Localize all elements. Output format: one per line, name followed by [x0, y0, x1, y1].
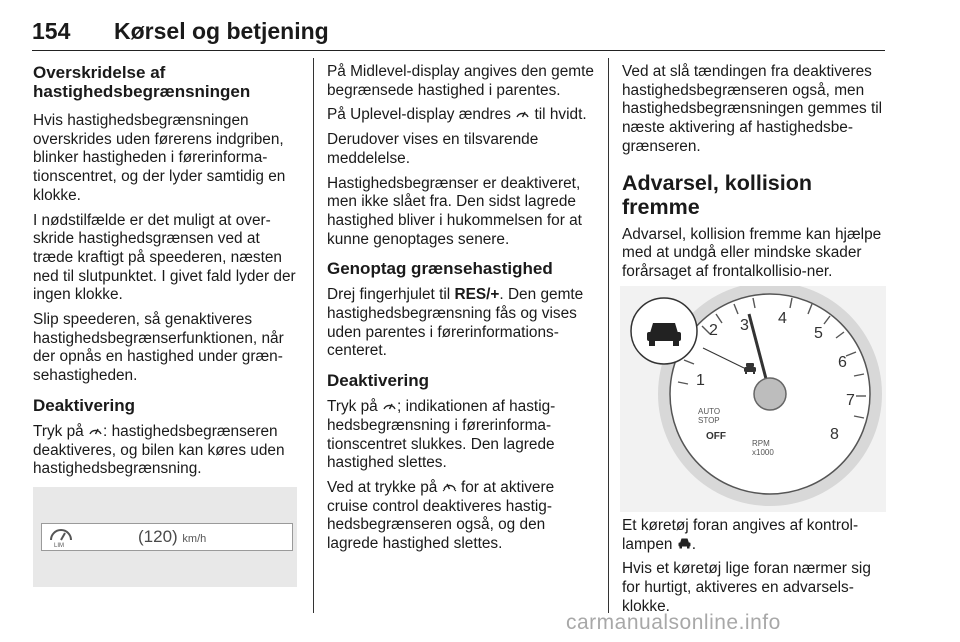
page-number: 154 [32, 18, 71, 44]
res-plus-label: RES/+ [454, 286, 500, 304]
text: Tryk på [327, 398, 378, 416]
paragraph [622, 517, 888, 554]
column-3 [622, 63, 888, 288]
paragraph [327, 479, 595, 554]
text: : hastighedsbegrænseren deaktiveres, og bilen kan køres uden hastighedsbegrænsning. [33, 422, 285, 478]
text: Tryk på [33, 422, 84, 440]
rpm-label-5: 5 [814, 325, 823, 342]
text: Ved at trykke på [327, 478, 438, 496]
text: . Den gemte hastighedsbegrænsning fås og vises uden parentes i førerinformations-centeret. [327, 286, 584, 360]
text: ; indikationen af hastig-hedsbegrænsning i førerinforma-tionscentret slukkes. Den lagrede hastighed slettes. [327, 398, 556, 472]
speed-limiter-icon [88, 424, 103, 436]
heading-line: Overskridelse af [33, 63, 166, 82]
auto-stop-off-label: OFF [706, 431, 726, 442]
paragraph: Derudover vises en tilsvarende meddelelse. [327, 131, 539, 167]
heading-line: hastighedsbegrænsningen [33, 82, 251, 101]
paragraph: I nødstilfælde er det muligt at over-skride hastighedsgrænsen ved at træde kraftigt på speederen, næsten ned til slutpunktet. I givet fald lyder der ingen klokke. [33, 211, 296, 304]
rpm-unit-label: x1000 [752, 448, 774, 457]
paragraph [327, 286, 595, 361]
rpm-label-7: 7 [846, 392, 855, 409]
rpm-label-2: 2 [709, 322, 718, 339]
auto-stop-label: STOP [698, 416, 720, 425]
tachometer-figure [620, 286, 886, 512]
section-heading-deactivation: Deaktivering [327, 371, 430, 391]
limit-unit: km/h [182, 533, 207, 545]
text: Et køretøj foran angives af kontrol-lampen [622, 517, 859, 553]
paragraph: Hvis et køretøj lige foran nærmer sig for hurtigt, aktiveres en advarsels-klokke. [622, 560, 871, 615]
text: Drej fingerhjulet til [327, 286, 451, 304]
text: På Uplevel-display ændres [327, 106, 511, 124]
text: til hvidt. [534, 106, 587, 124]
limit-speed: (120) [138, 527, 178, 546]
rpm-label-6: 6 [838, 354, 847, 371]
limit-value [138, 527, 206, 547]
paragraph: Ved at slå tændingen fra deaktiveres hastighedsbegrænseren også, men hastighedsbegrænsningen gemmes til næste aktivering af hastighedsbe-grænseren. [622, 63, 883, 155]
limit-display-bar [41, 523, 293, 551]
speed-limiter-icon [515, 107, 530, 119]
page-title: Kørsel og betjening [114, 18, 329, 44]
column-1 [33, 63, 301, 485]
paragraph: Hvis hastighedsbegrænsningen overskrides uden førerens indgriben, blinker hastigheden i førerinforma-tionscentret, og der lyder samtidig en klokke. [33, 112, 286, 204]
column-divider [313, 58, 314, 613]
watermark: carmanualsonline.info [566, 611, 781, 634]
paragraph: På Midlevel-display angives den gemte begrænsede hastighed i parentes. [327, 63, 594, 99]
speed-limit-display-figure [33, 487, 297, 587]
paragraph [33, 423, 301, 479]
cruise-control-icon [442, 480, 457, 492]
rpm-unit-label: RPM [752, 439, 770, 448]
section-heading-overspeed [33, 63, 301, 101]
paragraph: Hastighedsbegrænser er deaktiveret, men ikke slået fra. Den sidst lagrede hastighed bliver i hukommelsen for at kunne genoptages senere. [327, 174, 582, 248]
page-header [32, 18, 885, 51]
column-2 [327, 63, 595, 560]
column-3-lower [622, 517, 888, 623]
needle-hub [754, 378, 786, 410]
speed-limiter-icon [382, 399, 397, 411]
rpm-label-4: 4 [778, 310, 787, 327]
column-divider [608, 58, 609, 613]
paragraph: Advarsel, kollision fremme kan hjælpe med at undgå eller mindske skader forårsaget af frontalkollisio-ner. [622, 225, 882, 280]
section-heading-deactivation: Deaktivering [33, 395, 136, 415]
auto-stop-label: AUTO [698, 407, 721, 416]
rpm-label-3: 3 [740, 317, 749, 334]
vehicle-ahead-icon [677, 537, 692, 549]
rpm-label-1: 1 [696, 372, 705, 389]
rpm-label-8: 8 [830, 426, 839, 443]
paragraph: Slip speederen, så genaktiveres hastighedsbegrænserfunktionen, når der opnås en hastighed under græn-sehastigheden. [33, 311, 284, 385]
lim-label: LIM [54, 543, 65, 548]
speed-limiter-icon [46, 526, 76, 548]
text: for at aktivere cruise control deaktiveres hastig-hedsbegrænseren også, og den lagrede hastighed slettes. [327, 478, 555, 553]
section-heading-resume: Genoptag grænsehastighed [327, 259, 553, 279]
paragraph [327, 106, 595, 125]
paragraph [327, 398, 595, 473]
section-heading-collision: Advarsel, kollision fremme [622, 170, 812, 219]
text: . [691, 535, 697, 553]
